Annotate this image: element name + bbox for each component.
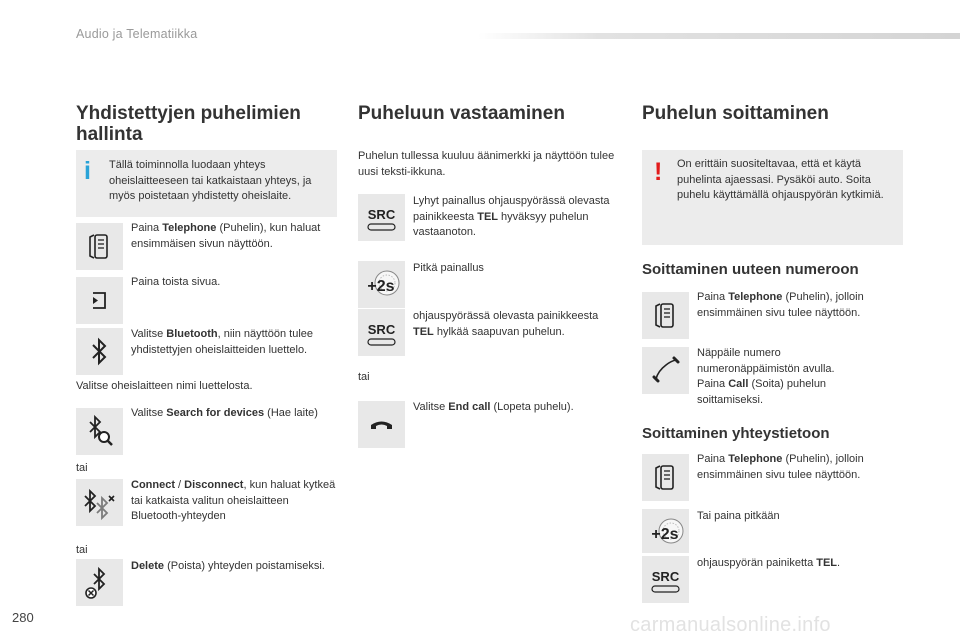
- contact-step1-text: Paina Telephone (Puhelin), jolloin ensimmäinen sivu tulee näyttöön.: [697, 453, 864, 481]
- src-label: SRC: [367, 207, 396, 222]
- new-number-step2-text: Näppäile numero numeronäppäimistön avulla. Paina Call (Soita) puhelun soittamiseksi.: [697, 347, 835, 406]
- telephone-icon-3: [642, 454, 689, 501]
- src-button-icon-2: [358, 309, 405, 356]
- step-connect-disconnect-text: Connect / Disconnect, kun haluat kytkeä tai katkaista valitun oheislaitteen Bluetooth-yhteyden: [131, 479, 336, 522]
- info-note: [76, 150, 337, 217]
- connect-disconnect-icon: [76, 479, 123, 526]
- info-note-text: Tällä toiminnolla luodaan yhteys oheislaitteeseen tai katkaistaan yhteys, ja myös poistetaan yhdistetty oheislaite.: [109, 159, 312, 202]
- contact-step2-text: Tai paina pitkään: [697, 510, 780, 522]
- telephone-icon: [76, 223, 123, 270]
- contact-step3-text: ohjauspyörän painiketta TEL.: [697, 557, 841, 569]
- long-press-text: Pitkä painallus: [413, 262, 484, 274]
- warning-note: [642, 150, 903, 245]
- or-label-3: tai: [358, 371, 370, 383]
- heading-make-call: Puhelun soittaminen: [642, 103, 829, 124]
- src-label: SRC: [651, 569, 680, 584]
- warning-icon: !: [654, 158, 663, 186]
- bluetooth-icon: [76, 328, 123, 375]
- long-press-2s-icon: [358, 261, 405, 308]
- info-icon: i: [84, 157, 91, 185]
- call-handset-icon: [642, 347, 689, 394]
- step-next-page-text: Paina toista sivua.: [131, 276, 221, 288]
- subheading-contact: Soittaminen yhteystietoon: [642, 425, 830, 442]
- or-label-1: tai: [76, 462, 88, 474]
- step-search-devices-text: Valitse Search for devices (Hae laite): [131, 407, 318, 419]
- next-page-icon: [76, 277, 123, 324]
- src-button-icon-3: [642, 556, 689, 603]
- delete-device-icon: [76, 559, 123, 606]
- end-call-text: Valitse End call (Lopeta puhelu).: [413, 401, 574, 413]
- section-header: Audio ja Telematiikka: [76, 27, 198, 41]
- watermark: carmanualsonline.info: [630, 614, 831, 636]
- warning-text: On erittäin suositeltavaa, että et käytä puhelinta ajaessasi. Pysäköi auto. Soita puhelu käyttämällä ohjauspyörän kytkimiä.: [677, 158, 884, 201]
- two-seconds-label: +2s: [367, 278, 395, 295]
- subheading-new-number: Soittaminen uuteen numeroon: [642, 261, 859, 278]
- new-number-step1-text: Paina Telephone (Puhelin), jolloin ensimmäinen sivu tulee näyttöön.: [697, 291, 864, 319]
- or-label-2: tai: [76, 544, 88, 556]
- heading-answer-call: Puheluun vastaaminen: [358, 103, 565, 124]
- step-select-device-text: Valitse oheislaitteen nimi luettelosta.: [76, 380, 253, 392]
- end-call-icon: [358, 401, 405, 448]
- long-press-2s-icon-2: [642, 509, 689, 553]
- page-number: 280: [12, 610, 34, 625]
- answer-intro-text: Puhelun tullessa kuuluu äänimerkki ja näyttöön tulee uusi teksti-ikkuna.: [358, 150, 615, 178]
- search-devices-icon: [76, 408, 123, 455]
- two-seconds-label: +2s: [651, 526, 679, 543]
- step-telephone-text: Paina Telephone (Puhelin), kun haluat ensimmäisen sivun näyttöön.: [131, 222, 321, 250]
- telephone-icon-2: [642, 292, 689, 339]
- step-delete-text: Delete (Poista) yhteyden poistamiseksi.: [131, 560, 325, 572]
- reject-call-text: ohjauspyörässä olevasta painikkeesta TEL hylkää saapuvan puhelun.: [413, 310, 599, 338]
- src-label: SRC: [367, 322, 396, 337]
- src-button-icon: [358, 194, 405, 241]
- header-rule: [478, 33, 960, 39]
- step-bluetooth-text: Valitse Bluetooth, niin näyttöön tulee yhdistettyjen oheislaitteiden luettelo.: [131, 328, 313, 356]
- heading-connected-phones: Yhdistettyjen puhelimien hallinta: [76, 103, 301, 145]
- short-press-text: Lyhyt painallus ohjauspyörässä olevasta painikkeesta TEL hyväksyy puhelun vastaanoton.: [413, 195, 610, 238]
